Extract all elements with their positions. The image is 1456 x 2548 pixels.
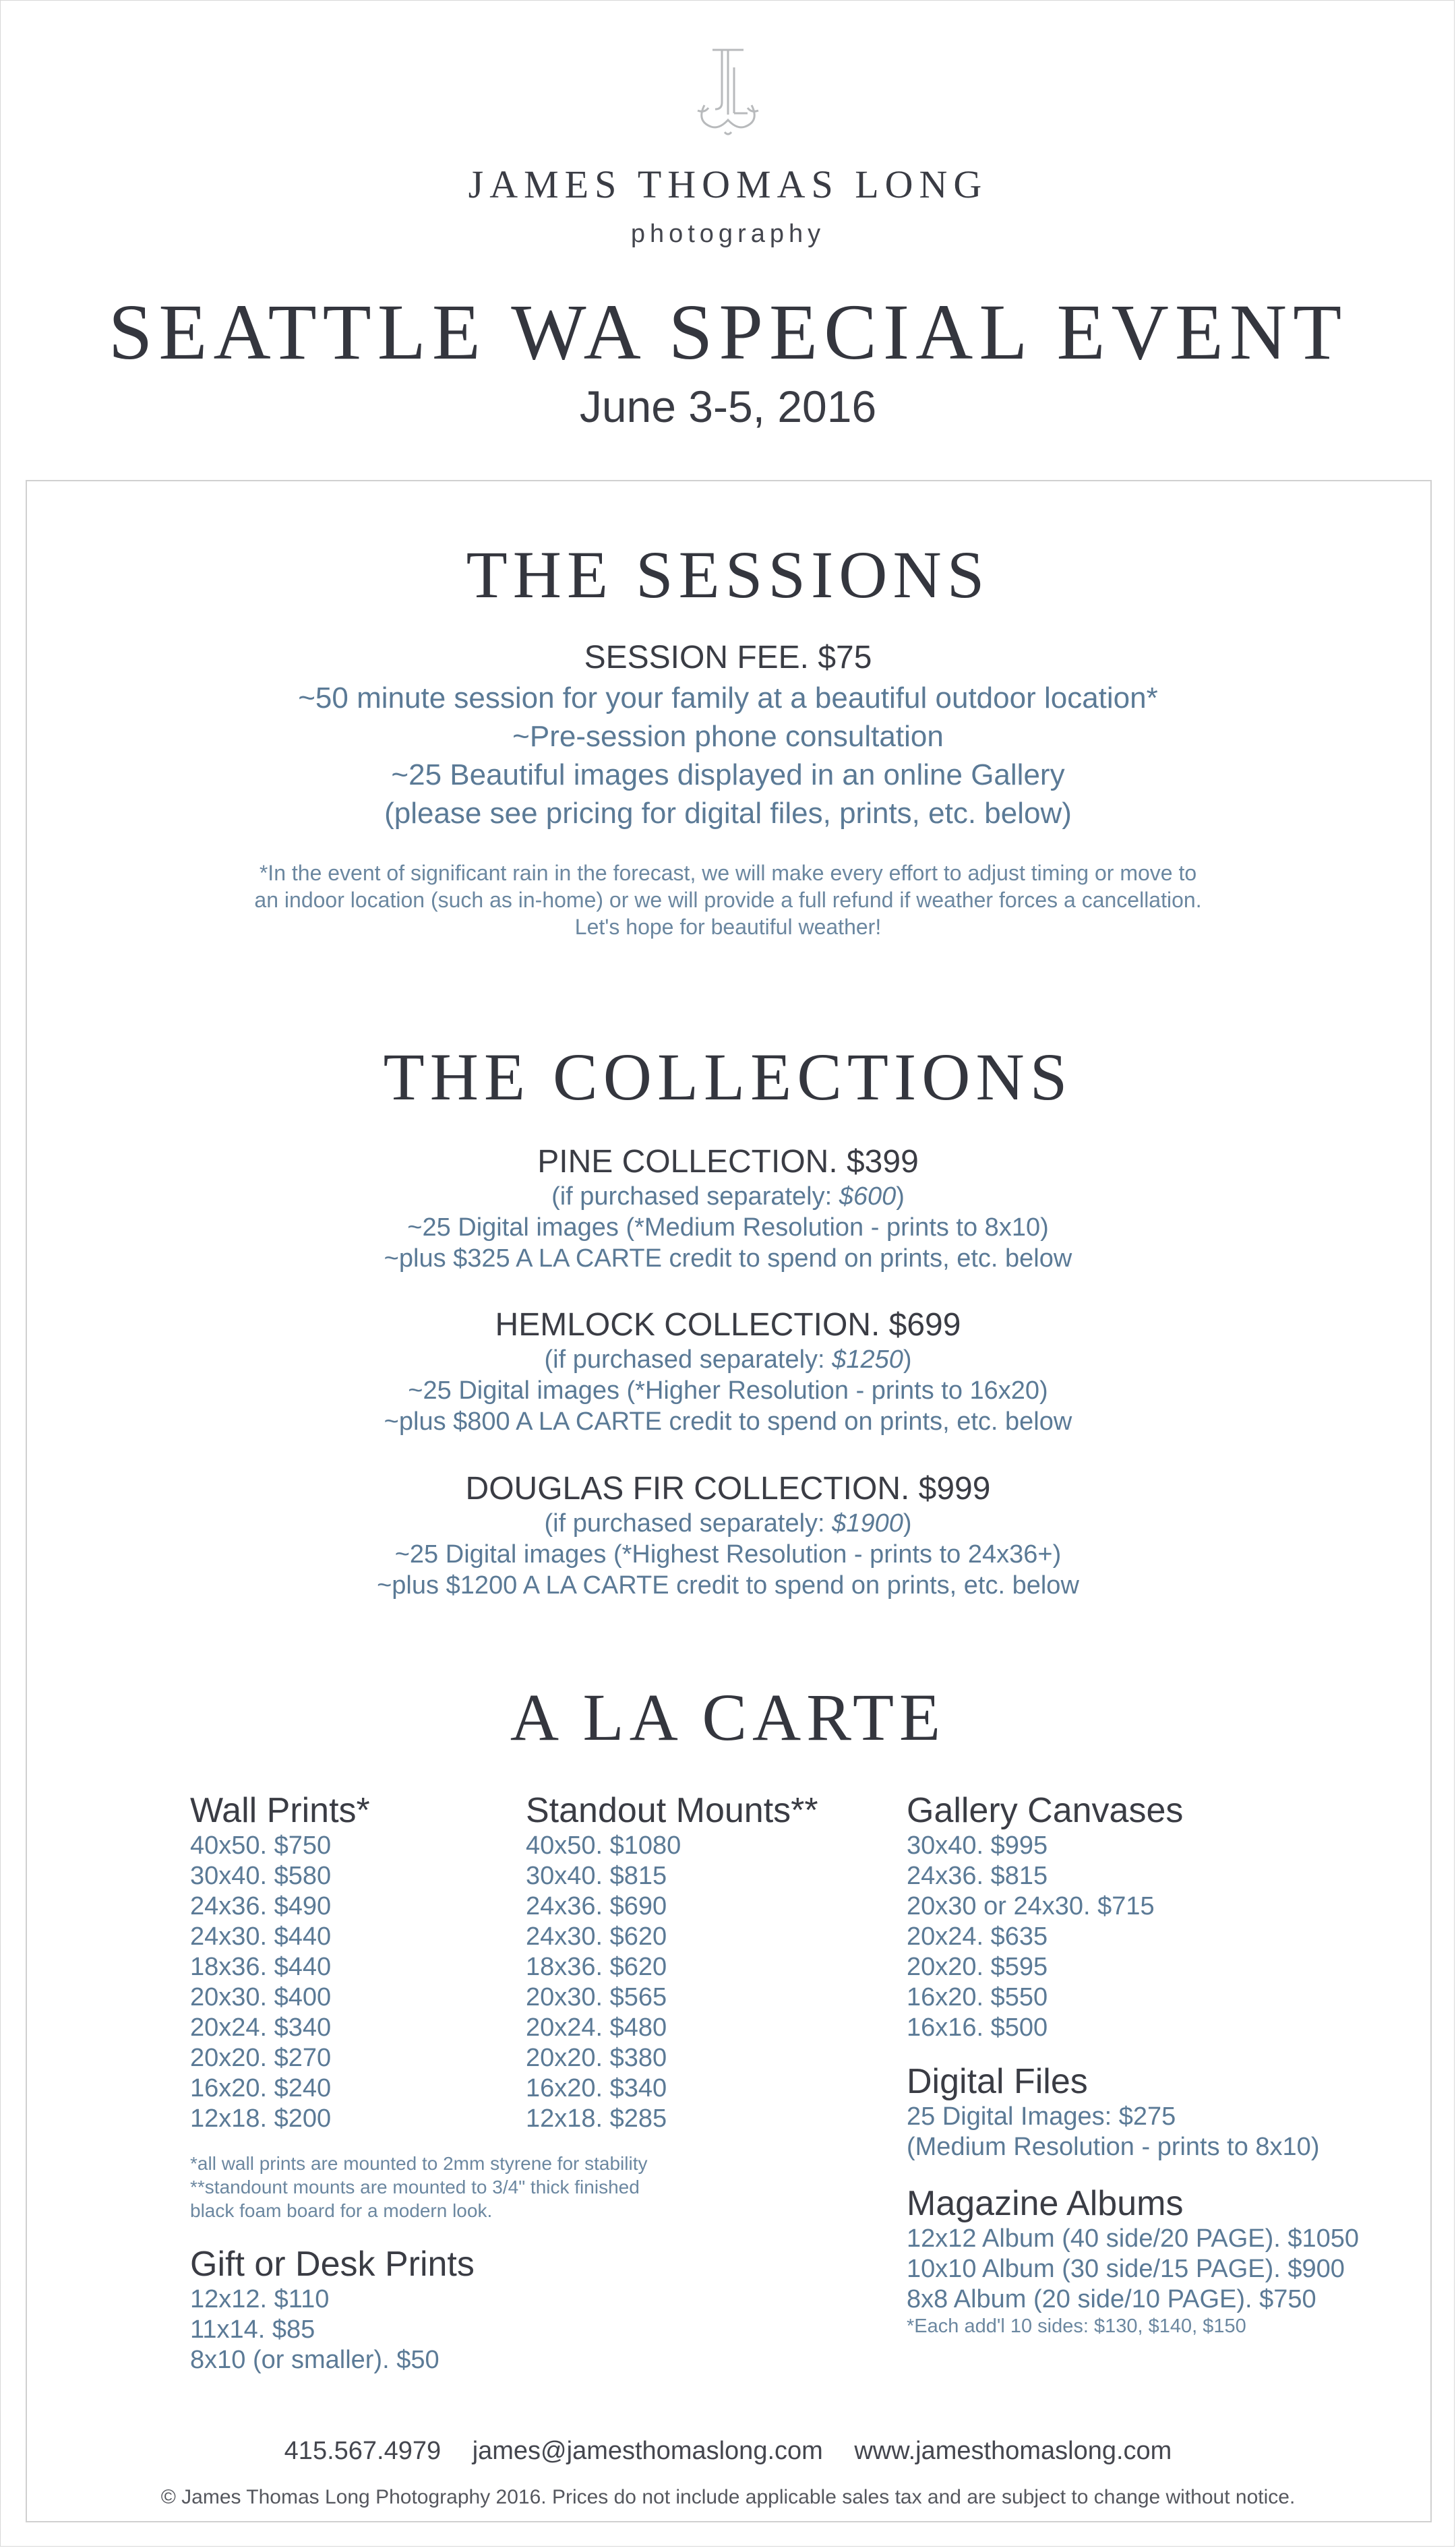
- price-item: (Medium Resolution - prints to 8x10): [907, 2133, 1320, 2161]
- collection-pine: [0, 1146, 1456, 1271]
- footer-copyright: © James Thomas Long Photography 2016. Prices do not include applicable sales tax and are subject to change without notice.: [160, 2486, 1296, 2508]
- album-note: *Each add'l 10 sides: $130, $140, $150: [907, 2315, 1246, 2337]
- price-item: 12x12. $110: [190, 2285, 330, 2313]
- footer-email[interactable]: james@jamesthomaslong.com: [472, 2437, 823, 2465]
- price-item: 11x14. $85: [190, 2315, 315, 2344]
- collection-name: PINE COLLECTION. $399: [537, 1144, 919, 1180]
- alacarte-title: A LA CARTE: [510, 1680, 946, 1755]
- price-item: 16x16. $500: [907, 2013, 1048, 2042]
- price-item: 20x24. $340: [190, 2013, 332, 2042]
- mount-notes: [190, 2152, 729, 2222]
- price-item: 16x20. $340: [526, 2074, 667, 2102]
- collection-detail: ~plus $800 A LA CARTE credit to spend on prints, etc. below: [384, 1407, 1072, 1436]
- price-item: 24x36. $490: [190, 1892, 332, 1920]
- price-item: 18x36. $440: [190, 1953, 332, 1981]
- collection-detail: ~plus $1200 A LA CARTE credit to spend on prints, etc. below: [377, 1571, 1079, 1600]
- price-item: 16x20. $240: [190, 2074, 332, 2102]
- collection-detail: ~25 Digital images (*Medium Resolution - prints to 8x10): [407, 1213, 1049, 1242]
- collection-douglas-fir: [0, 1473, 1456, 1598]
- price-item: 20x24. $635: [907, 1922, 1048, 1951]
- price-item: 10x10 Album (30 side/15 PAGE). $900: [907, 2255, 1345, 2283]
- price-item: 12x12 Album (40 side/20 PAGE). $1050: [907, 2224, 1360, 2253]
- price-item: 20x20. $270: [190, 2044, 332, 2072]
- price-item: 18x36. $620: [526, 1953, 667, 1981]
- footer-contact: [0, 2437, 1456, 2466]
- collection-separate-price: (if purchased separately: $1900): [544, 1509, 912, 1538]
- price-item: 8x10 (or smaller). $50: [190, 2346, 439, 2374]
- brand-name: JAMES THOMAS LONG: [468, 162, 988, 206]
- collection-detail: ~plus $325 A LA CARTE credit to spend on prints, etc. below: [384, 1244, 1072, 1273]
- magazine-albums-column: [907, 2186, 1419, 2338]
- magazine-albums-heading: Magazine Albums: [907, 2184, 1184, 2223]
- jtl-monogram-icon: [677, 40, 779, 142]
- standout-mounts-column: [526, 1793, 903, 2134]
- price-item: 25 Digital Images: $275: [907, 2102, 1176, 2131]
- price-item: 20x20. $595: [907, 1953, 1048, 1981]
- price-item: 20x30 or 24x30. $715: [907, 1892, 1155, 1920]
- collection-separate-price: (if purchased separately: $1250): [544, 1345, 912, 1374]
- session-item: (please see pricing for digital files, prints, etc. below): [384, 797, 1072, 830]
- digital-files-heading: Digital Files: [907, 2062, 1088, 2101]
- price-item: 20x24. $480: [526, 2013, 667, 2042]
- weather-note: [0, 859, 1456, 940]
- price-item: 24x36. $690: [526, 1892, 667, 1920]
- price-item: 40x50. $750: [190, 1831, 332, 1860]
- collections-title: THE COLLECTIONS: [383, 1039, 1073, 1114]
- weather-note-line: Let's hope for beautiful weather!: [574, 915, 882, 939]
- event-date: June 3-5, 2016: [579, 382, 877, 431]
- price-item: 24x36. $815: [907, 1862, 1048, 1890]
- mount-note-line: **standount mounts are mounted to 3/4" thick finished: [190, 2177, 640, 2197]
- sessions-block: [0, 642, 1456, 828]
- session-item: ~50 minute session for your family at a beautiful outdoor location*: [298, 681, 1158, 715]
- price-item: 30x40. $815: [526, 1862, 667, 1890]
- gift-prints-heading: Gift or Desk Prints: [190, 2245, 475, 2284]
- gallery-canvases-column: [907, 1793, 1405, 2043]
- price-item: 24x30. $620: [526, 1922, 667, 1951]
- wall-prints-heading: Wall Prints*: [190, 1791, 370, 1830]
- sessions-title: THE SESSIONS: [466, 537, 990, 612]
- price-item: 8x8 Album (20 side/10 PAGE). $750: [907, 2285, 1316, 2313]
- weather-note-line: an indoor location (such as in-home) or we will provide a full refund if weather forces a cancellation.: [254, 888, 1202, 912]
- price-item: 24x30. $440: [190, 1922, 332, 1951]
- collection-detail: ~25 Digital images (*Highest Resolution - prints to 24x36+): [394, 1540, 1062, 1569]
- price-item: 20x20. $380: [526, 2044, 667, 2072]
- price-item: 16x20. $550: [907, 1983, 1048, 2011]
- footer-website[interactable]: www.jamesthomaslong.com: [854, 2437, 1172, 2465]
- collection-hemlock: [0, 1309, 1456, 1434]
- digital-files-column: [907, 2064, 1405, 2162]
- brand-subtitle: photography: [630, 220, 826, 248]
- standout-mounts-heading: Standout Mounts**: [526, 1791, 818, 1830]
- mount-note-line: *all wall prints are mounted to 2mm styrene for stability: [190, 2153, 648, 2174]
- session-fee: SESSION FEE. $75: [584, 640, 872, 675]
- footer-phone[interactable]: 415.567.4979: [284, 2437, 442, 2465]
- price-item: 20x30. $400: [190, 1983, 332, 2011]
- weather-note-line: *In the event of significant rain in the forecast, we will make every effort to adjust timing or move to: [259, 861, 1197, 885]
- price-item: 30x40. $995: [907, 1831, 1048, 1860]
- collection-detail: ~25 Digital images (*Higher Resolution - prints to 16x20): [408, 1376, 1048, 1405]
- event-title: SEATTLE WA SPECIAL EVENT: [108, 288, 1348, 376]
- price-item: 20x30. $565: [526, 1983, 667, 2011]
- price-item: 40x50. $1080: [526, 1831, 681, 1860]
- collection-name: HEMLOCK COLLECTION. $699: [495, 1307, 961, 1343]
- price-item: 12x18. $285: [526, 2104, 667, 2133]
- gallery-canvases-heading: Gallery Canvases: [907, 1791, 1184, 1830]
- collection-separate-price: (if purchased separately: $600): [551, 1182, 905, 1211]
- price-item: 12x18. $200: [190, 2104, 332, 2133]
- wall-prints-column: [190, 1793, 568, 2134]
- gift-prints-column: [190, 2247, 662, 2375]
- mount-note-line: black foam board for a modern look.: [190, 2200, 493, 2221]
- collection-name: DOUGLAS FIR COLLECTION. $999: [465, 1471, 991, 1507]
- session-item: ~25 Beautiful images displayed in an online Gallery: [391, 758, 1065, 791]
- session-item: ~Pre-session phone consultation: [512, 720, 944, 753]
- price-item: 30x40. $580: [190, 1862, 332, 1890]
